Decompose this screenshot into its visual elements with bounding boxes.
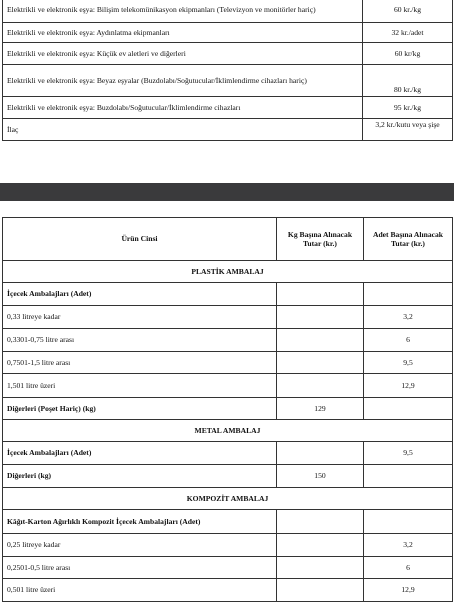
table-row	[3, 329, 453, 352]
col-header-per-kg: Kg Başına Alınacak Tutar (kr.)	[277, 218, 364, 261]
row-unit-value: 12,9	[364, 579, 453, 602]
col-header-product: Ürün Cinsi	[3, 218, 277, 261]
section-title: KOMPOZİT AMBALAJ	[3, 488, 453, 510]
row-kg-value	[277, 579, 364, 602]
row-kg-value	[277, 534, 364, 557]
row-kg-value	[277, 306, 364, 329]
table-row	[3, 352, 453, 374]
row-value: 3,2 kr./kutu veya şişe	[363, 119, 453, 141]
row-label: Elektrikli ve elektronik eşya: Beyaz eşyalar (Buzdolabı/Soğutucular/İklimlendirme cihazları hariç)	[3, 65, 363, 97]
section-title: PLASTİK AMBALAJ	[3, 261, 453, 283]
row-kg-value	[277, 283, 364, 306]
table-row	[3, 306, 453, 329]
table-row	[3, 579, 453, 602]
row-value: 95 kr./kg	[363, 97, 453, 119]
row-label: 0,501 litre üzeri	[3, 579, 277, 602]
col-header-per-unit: Adet Başına Alınacak Tutar (kr.)	[364, 218, 453, 261]
table-row	[3, 374, 453, 398]
table-row	[3, 442, 453, 465]
section-header-row	[3, 488, 453, 510]
row-value: 60 kr/kg	[363, 43, 453, 65]
row-unit-value	[364, 510, 453, 534]
table-row	[3, 97, 453, 119]
row-unit-value: 12,9	[364, 374, 453, 398]
table-row	[3, 23, 453, 43]
table-row	[3, 557, 453, 579]
table-row	[3, 398, 453, 420]
row-label: 0,3301-0,75 litre arası	[3, 329, 277, 352]
fee-table-packaging	[2, 217, 453, 602]
row-unit-value: 9,5	[364, 442, 453, 465]
row-value: 80 kr./kg	[363, 65, 453, 97]
row-kg-value	[277, 557, 364, 579]
section-header-row	[3, 261, 453, 283]
row-label: Diğerleri (kg)	[3, 465, 277, 488]
table-row	[3, 510, 453, 534]
row-label: Elektrikli ve elektronik eşya: Aydınlatma ekipmanları	[3, 23, 363, 43]
row-kg-value	[277, 510, 364, 534]
row-unit-value	[364, 398, 453, 420]
page-divider	[0, 183, 454, 201]
table-row	[3, 465, 453, 488]
row-unit-value: 6	[364, 329, 453, 352]
row-kg-value: 150	[277, 465, 364, 488]
row-unit-value: 9,5	[364, 352, 453, 374]
row-label: Elektrikli ve elektronik eşya: Buzdolabı/Soğutucular/İklimlendirme cihazları	[3, 97, 363, 119]
row-unit-value: 3,2	[364, 534, 453, 557]
row-label: İçecek Ambalajları (Adet)	[3, 442, 277, 465]
table-row	[3, 0, 453, 23]
row-label: 0,33 litreye kadar	[3, 306, 277, 329]
row-kg-value	[277, 374, 364, 398]
table-row	[3, 43, 453, 65]
section-header-row	[3, 420, 453, 442]
row-label: İlaç	[3, 119, 363, 141]
table-row	[3, 534, 453, 557]
table-row	[3, 283, 453, 306]
row-label: 0,25 litreye kadar	[3, 534, 277, 557]
row-label: Elektrikli ve elektronik eşya: Bilişim telekomünikasyon ekipmanları (Televizyon ve monitörler hariç)	[3, 0, 363, 23]
row-unit-value	[364, 465, 453, 488]
row-value: 60 kr./kg	[363, 0, 453, 23]
table-row	[3, 65, 453, 97]
section-title: METAL AMBALAJ	[3, 420, 453, 442]
row-unit-value	[364, 283, 453, 306]
table-header-row	[3, 218, 453, 261]
row-kg-value	[277, 352, 364, 374]
row-label: 0,7501-1,5 litre arası	[3, 352, 277, 374]
row-label: Diğerleri (Poşet Hariç) (kg)	[3, 398, 277, 420]
row-label: Kâğıt-Karton Ağırlıklı Kompozit İçecek Ambalajları (Adet)	[3, 510, 277, 534]
row-label: İçecek Ambalajları (Adet)	[3, 283, 277, 306]
row-value: 32 kr./adet	[363, 23, 453, 43]
row-label: 0,2501-0,5 litre arası	[3, 557, 277, 579]
row-kg-value	[277, 329, 364, 352]
fee-table-top	[2, 0, 453, 141]
row-kg-value	[277, 442, 364, 465]
table-row	[3, 119, 453, 141]
row-label: Elektrikli ve elektronik eşya: Küçük ev aletleri ve diğerleri	[3, 43, 363, 65]
row-kg-value: 129	[277, 398, 364, 420]
row-unit-value: 3,2	[364, 306, 453, 329]
row-unit-value: 6	[364, 557, 453, 579]
row-label: 1,501 litre üzeri	[3, 374, 277, 398]
